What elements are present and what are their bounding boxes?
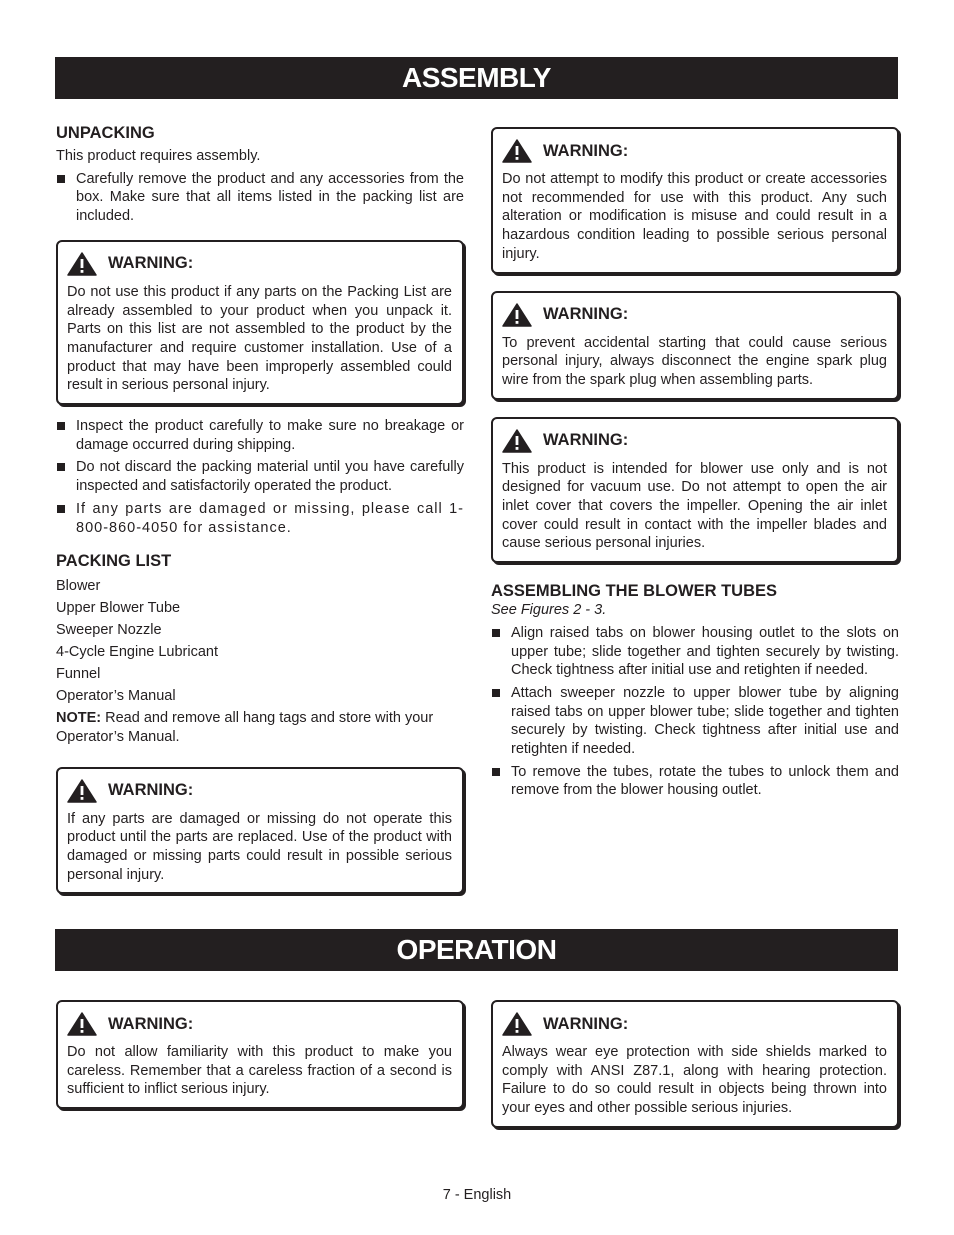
packing-list-item: Funnel xyxy=(56,666,101,683)
warning-text: Always wear eye protection with side shields marked to comply with ANSI Z87.1, along with hearing protection. Failure to do so could result in objects being thrown into your eyes and other possible serious injuries. xyxy=(502,1044,887,1117)
bullet-square-icon xyxy=(492,768,500,776)
bullet-square-icon xyxy=(57,422,65,430)
warning-text: Do not attempt to modify this product or create accessories not recommended for use with this product. Any such alteration or modification is misuse and could result in a hazardous condition leading to possible serious personal injury. xyxy=(502,171,887,262)
warning-label: WARNING: xyxy=(543,141,629,160)
warning-box-eye-protection xyxy=(491,1000,899,1128)
bullet-square-icon xyxy=(492,629,500,637)
warning-triangle-icon xyxy=(502,1012,532,1036)
right-column xyxy=(491,127,899,804)
packing-list-item: Blower xyxy=(56,578,101,595)
assembly-banner: ASSEMBLY xyxy=(55,57,898,99)
packing-list-heading: PACKING LIST xyxy=(56,552,172,571)
list-item: Do not discard the packing material until you have carefully inspected and satisfactorily operated the product. xyxy=(56,458,464,495)
figures-reference: See Figures 2 - 3. xyxy=(491,602,607,619)
warning-text: This product is intended for blower use only and is not designed for vacuum use. Do not attempt to open the air inlet cover that covers the impeller. Opening the air inlet cover could result in contact with the impeller blades and cause serious personal injuries. xyxy=(502,460,887,552)
warning-label: WARNING: xyxy=(543,1014,629,1033)
packing-note xyxy=(56,709,464,746)
note-label: NOTE: xyxy=(56,710,102,727)
warning-box-unpacking xyxy=(56,240,464,405)
warning-box-vacuum xyxy=(491,417,899,564)
warning-label: WARNING: xyxy=(543,431,629,450)
list-item: Inspect the product carefully to make sure no breakage or damage occurred during shipping. xyxy=(56,417,464,454)
warning-triangle-icon xyxy=(502,429,532,453)
bullet-square-icon xyxy=(57,463,65,471)
warning-text: To prevent accidental starting that could cause serious personal injury, always disconnect the engine spark plug wire from the spark plug when assembling parts. xyxy=(502,334,887,388)
warning-text: Do not allow familiarity with this product to make you careless. Remember that a careless fraction of a second is sufficient to inflict serious injury. xyxy=(67,1044,452,1098)
warning-text: If any parts are damaged or missing do not operate this product until the parts are replaced. Use of the product with damaged or missing parts could result in possible serious personal injury. xyxy=(67,810,452,883)
list-item: If any parts are damaged or missing, please call 1-800-860-4050 for assistance. xyxy=(56,500,464,537)
bullet-square-icon xyxy=(57,175,65,183)
bullet-square-icon xyxy=(57,505,65,513)
warning-triangle-icon xyxy=(502,139,532,163)
operation-left xyxy=(56,1000,464,1109)
bullet-square-icon xyxy=(492,689,500,697)
warning-triangle-icon xyxy=(67,1012,97,1036)
packing-list-item: Operator’s Manual xyxy=(56,688,176,705)
operation-right xyxy=(491,1000,899,1128)
warning-triangle-icon xyxy=(67,252,97,276)
warning-text: Do not use this product if any parts on the Packing List are already assembled to your product when you unpack it. Parts on this list are not assembled to the product by the manufacturer and require customer installation. Use of a product that may have been improperly assembled could result in serious personal injury. xyxy=(67,283,452,394)
blower-tubes-heading: ASSEMBLING THE BLOWER TUBES xyxy=(491,582,778,601)
operation-banner: OPERATION xyxy=(55,929,898,971)
warning-box-familiarity xyxy=(56,1000,464,1109)
warning-box-modify xyxy=(491,127,899,274)
packing-list-item: 4-Cycle Engine Lubricant xyxy=(56,644,219,661)
warning-label: WARNING: xyxy=(108,781,194,800)
packing-list-item: Upper Blower Tube xyxy=(56,600,181,617)
warning-triangle-icon xyxy=(67,779,97,803)
warning-label: WARNING: xyxy=(543,305,629,324)
warning-box-packing xyxy=(56,767,464,895)
list-item: Carefully remove the product and any accessories from the box. Make sure that all items listed in the packing list are included. xyxy=(56,170,464,226)
unpacking-heading: UNPACKING xyxy=(56,124,155,142)
list-item: Attach sweeper nozzle to upper blower tube by aligning raised tabs on upper blower tube; slide together and tighten securely by twisting. Check tightness after initial use and retighten if needed. xyxy=(491,684,899,759)
note-text: Read and remove all hang tags and store with your Operator’s Manual. xyxy=(56,710,434,745)
warning-label: WARNING: xyxy=(108,1014,194,1033)
packing-list-item: Sweeper Nozzle xyxy=(56,622,162,639)
list-item: To remove the tubes, rotate the tubes to unlock them and remove from the blower housing outlet. xyxy=(491,763,899,800)
list-item: Align raised tabs on blower housing outlet to the slots on upper tube; slide together and tighten securely by twisting. Check tightness after initial use and retighten if needed. xyxy=(491,624,899,680)
warning-label: WARNING: xyxy=(108,254,194,273)
warning-box-spark-plug xyxy=(491,291,899,400)
left-column xyxy=(56,123,464,894)
page-footer: 7 - English xyxy=(442,1187,512,1203)
warning-triangle-icon xyxy=(502,303,532,327)
unpacking-intro: This product requires assembly. xyxy=(56,148,261,164)
